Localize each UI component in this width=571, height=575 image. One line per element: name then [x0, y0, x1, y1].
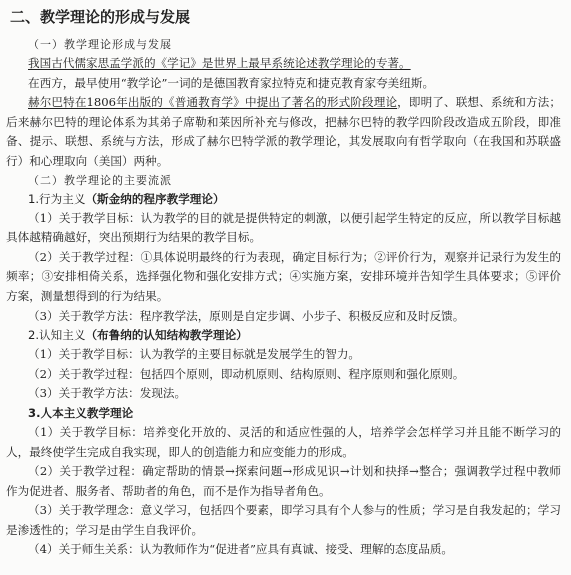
behaviorism-method: （3）关于教学方法：程序教学法，原则是自定步调、小步子、积极反应和及时反馈。 — [28, 308, 465, 323]
humanism-concept: （3）关于教学理念：意义学习，包括四个要素，即学习具有个人参与的性质；学习是自我发起的；学习是渗透性的；学习是由学生自我评价。 — [6, 503, 561, 537]
section-heading-formation: （一）教学理论形成与发展 — [28, 38, 172, 51]
cognitivism-method: （3）关于教学方法：发现法。 — [28, 386, 187, 401]
school-heading-cognitivism — [28, 326, 561, 345]
cognitivism-goals: （1）关于教学目标：认为教学的主要目标就是发展学生的智力。 — [28, 347, 361, 362]
humanism-goals: （1）关于教学目标：培养变化开放的、灵活的和适应性强的人，培养学会怎样学习并且能不断学习的人，最终使学生完成自我实现，即人的创造能力和应变能力的形成。 — [6, 424, 561, 459]
cognitivism-subtitle: （布鲁纳的认知结构教学理论） — [85, 328, 248, 343]
school-heading-humanism: 3.人本主义教学理论 — [28, 405, 134, 420]
section-heading-schools: （二）教学理论的主要流派 — [28, 173, 172, 187]
humanism-relationship: （4）关于师生关系：认为教师作为“促进者”应具有真诚、接受、理解的态度品质。 — [28, 542, 454, 557]
behaviorism-goals: （1）关于教学目标：认为教学的目的就是提供特定的刺激，以便引起学生特定的反应，所以教学目标越具体越精确越好，突出预期行为结果的教学目标。 — [6, 210, 561, 245]
behaviorism-label: 1.行为主义 — [28, 191, 86, 206]
school-heading-behaviorism — [28, 190, 561, 209]
paragraph-west-origin: 在西方，最早使用“教学论”一词的是德国教育家拉特克和捷克教育家夸美纽斯。 — [28, 75, 435, 90]
behaviorism-subtitle: （斯金纳的程序教学理论） — [85, 191, 225, 206]
herbart-underlined-text: 赫尔巴特在1806年出版的《普通教育学》中提出了著名的形式阶段理论 — [28, 95, 398, 110]
paragraph-xueji: 我国古代儒家思孟学派的《学记》是世界上最早系统论述教学理论的专著。 — [28, 56, 411, 70]
paragraph-herbart — [6, 93, 561, 171]
page-title: 二、教学理论的形成与发展 — [10, 8, 191, 26]
humanism-process: （2）关于教学过程：确定帮助的情景→探索问题→形成见识→计划和抉择→整合；强调教学过程中教师作为促进者、服务者、帮助者的角色，而不是作为指导者角色。 — [6, 464, 561, 498]
cognitivism-label: 2.认知主义 — [28, 328, 86, 343]
behaviorism-process: （2）关于教学过程：①具体说明最终的行为表现，确定目标行为；②评价行为，观察并记录行为发生的频率；③安排相倚关系，选择强化物和强化安排方式；④实施方案，安排环境并告知学生具体要求；⑤评价方案，测量想得到的行为结果。 — [6, 249, 561, 303]
cognitivism-process: （2）关于教学过程：包括四个原则，即动机原则、结构原则、程序原则和强化原则。 — [28, 366, 465, 381]
herbart-rest-text: ，即明了、联想、系统和方法；后来赫尔巴特的理论体系为其弟子席勒和莱因所补充与修改，把赫尔巴特的教学四阶段改造成五阶段，即准备、提示、联想、系统与方法，形成了赫尔巴特学派的教学理论，其发展取向有哲学取向（在我国和苏联盛行）和心理取向（美国）两种。 — [6, 95, 561, 168]
